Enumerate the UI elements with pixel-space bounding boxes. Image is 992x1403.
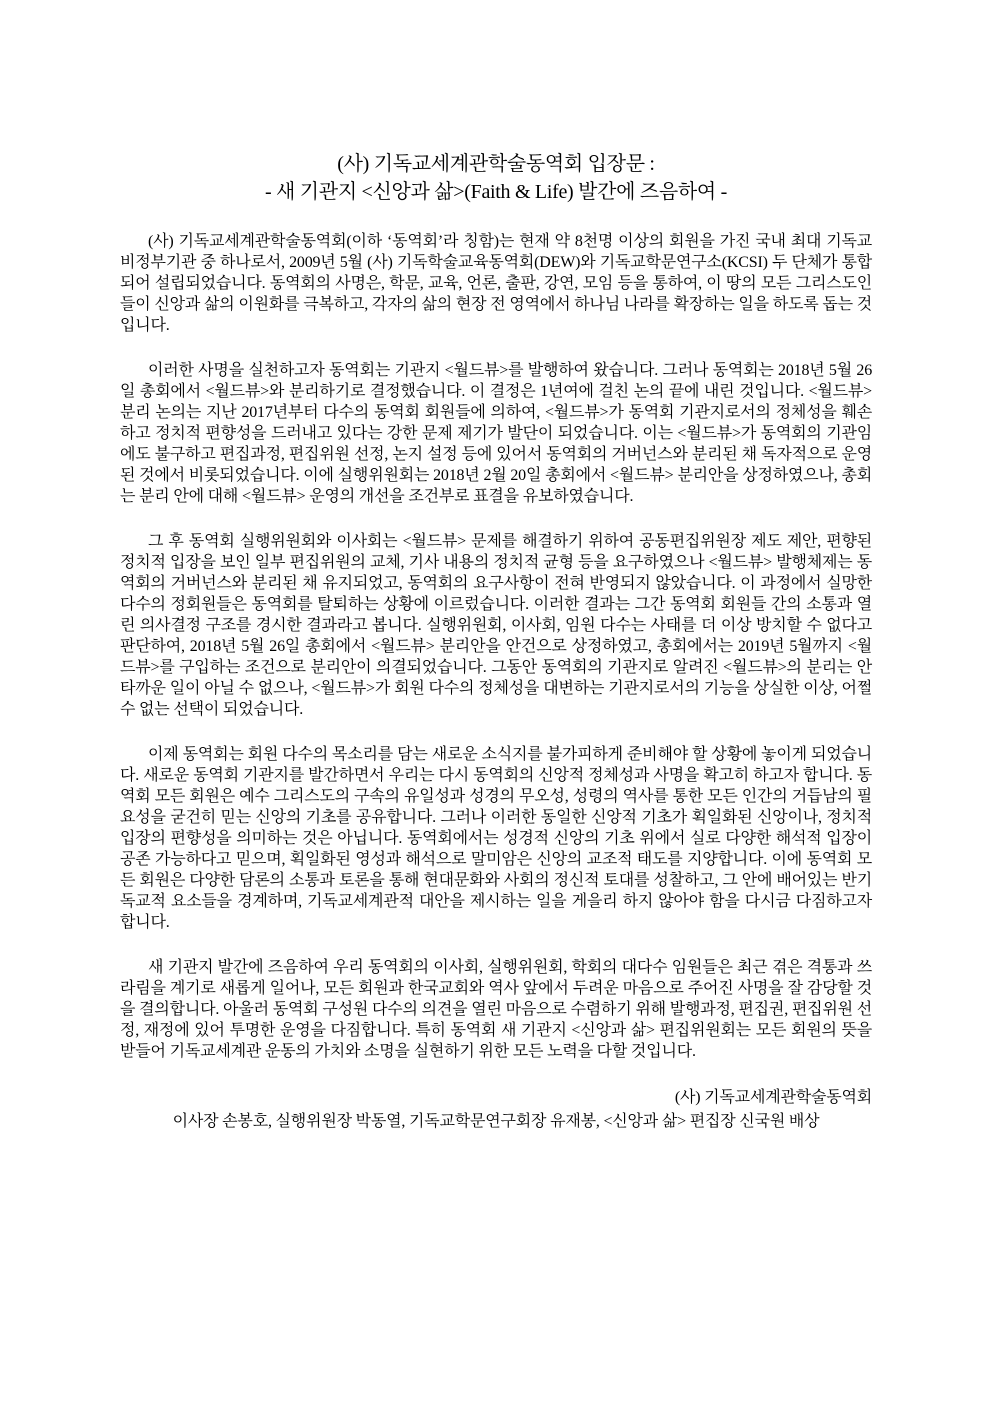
title-line-2: - 새 기관지 <신앙과 삶>(Faith & Life) 발간에 즈음하여 - xyxy=(265,181,727,203)
paragraph-worldview-separation: 이러한 사명을 실천하고자 동역회는 기관지 <월드뷰>를 발행하여 왔습니다. 그러나 동역회는 2018년 5월 26일 총회에서 <월드뷰>와 분리하기로 결정했습니다. 이 결정은 1년여에 걸친 논의 끝에 내린 것입니다. <월드뷰> 분리 논의는 지난 2017년부터 다수의 동역회 회원들에 의하여, <월드뷰>가 동역회 기관지로서의 정체성을 훼손하고 정치적 편향성을 드러내고 있다는 강한 문제 제기가 발단이 되었습니다. 이는 <월드뷰>가 동역회의 기관임에도 불구하고 편집과정, 편집위원 선정, 논지 설정 등에 있어서 동역회의 거버넌스와 분리된 채 독자적으로 운영된 것에서 비롯되었습니다. 이에 실행위원회는 2018년 2월 20일 총회에서 <월드뷰> 분리안을 상정하였으나, 총회는 분리 안에 대해 <월드뷰> 운영의 개선을 조건부로 표결을 유보하였습니다. xyxy=(120,362,872,505)
signature-organization: (사) 기독교세계관학술동역회 xyxy=(674,1089,872,1106)
paragraph-intro: (사) 기독교세계관학술동역회(이하 ‘동역회’라 칭함)는 현재 약 8천명 이상의 회원을 가진 국내 최대 기독교 비정부기관 중 하나로서, 2009년 5월 (사) 기독학술교육동역회(DEW)와 기독교학문연구소(KCSI) 두 단체가 통합되어 설립되었습니다. 동역회의 사명은, 학문, 교육, 언론, 출판, 강연, 모임 등을 통하여, 이 땅의 모든 그리스도인들이 신앙과 삶의 이원화를 극복하고, 각자의 삶의 현장 전 영역에서 하나님 나라를 확장하는 일을 하도록 돕는 것입니다. xyxy=(120,233,872,334)
title-line-1: (사) 기독교세계관학술동역회 입장문 : xyxy=(337,153,655,175)
paragraph-resolution-process: 그 후 동역회 실행위원회와 이사회는 <월드뷰> 문제를 해결하기 위하여 공동편집위원장 제도 제안, 편향된 정치적 입장을 보인 일부 편집위원의 교체, 기사 내용의 정치적 균형 등을 요구하였으나 <월드뷰> 발행체제는 동역회의 거버넌스와 분리된 채 유지되었고, 동역회의 요구사항이 전혀 반영되지 않았습니다. 이 과정에서 실망한 다수의 정회원들은 동역회를 탈퇴하는 상황에 이르렀습니다. 이러한 결과는 그간 동역회 회원들 간의 소통과 열린 의사결정 구조를 경시한 결과라고 봅니다. 실행위원회, 이사회, 임원 다수는 사태를 더 이상 방치할 수 없다고 판단하여, 2018년 5월 26일 총회에서 <월드뷰> 분리안을 안건으로 상정하였고, 총회에서는 2019년 5월까지 <월드뷰>를 구입하는 조건으로 분리안이 의결되었습니다. 그동안 동역회의 기관지로 알려진 <월드뷰>의 분리는 안타까운 일이 아닐 수 없으나, <월드뷰>가 회원 다수의 정체성을 대변하는 기관지로서의 기능을 상실한 이상, 어쩔 수 없는 선택이 되었습니다. xyxy=(120,533,872,718)
signature-names: 이사장 손봉호, 실행위원장 박동열, 기독교학문연구회장 유재봉, <신앙과 삶> 편집장 신국원 배상 xyxy=(172,1113,820,1130)
paragraph-new-identity: 이제 동역회는 회원 다수의 목소리를 담는 새로운 소식지를 불가피하게 준비해야 할 상황에 놓이게 되었습니다. 새로운 동역회 기관지를 발간하면서 우리는 다시 동역회의 신앙적 정체성과 사명을 확고히 하고자 합니다. 동역회 모든 회원은 예수 그리스도의 구속의 유일성과 성경의 무오성, 성령의 역사를 통한 모든 인간의 거듭남의 필요성을 굳건히 믿는 신앙의 기초를 공유합니다. 그러나 이러한 동일한 신앙적 기초가 획일화된 신앙이나, 정치적 입장의 편향성을 의미하는 것은 아닙니다. 동역회에서는 성경적 신앙의 기초 위에서 실로 다양한 해석적 입장이 공존 가능하다고 믿으며, 획일화된 영성과 해석으로 말미암은 신앙의 교조적 태도를 지양합니다. 이에 동역회 모든 회원은 다양한 담론의 소통과 토론을 통해 현대문화와 사회의 정신적 토대를 성찰하고, 그 안에 배어있는 반기독교적 요소들을 경계하며, 기독교세계관적 대안을 제시하는 일을 게을리 하지 않아야 함을 다시금 다짐하고자 합니다. xyxy=(120,746,872,931)
signature-block xyxy=(120,1086,872,1134)
document-title xyxy=(120,150,872,206)
paragraph-commitment: 새 기관지 발간에 즈음하여 우리 동역회의 이사회, 실행위원회, 학회의 대다수 임원들은 최근 겪은 격통과 쓰라림을 계기로 새롭게 일어나, 모든 회원과 한국교회와 역사 앞에서 두려운 마음으로 주어진 사명을 잘 감당할 것을 결의합니다. 아울러 동역회 구성원 다수의 의견을 열린 마음으로 수렴하기 위해 발행과정, 편집권, 편집위원 선정, 재정에 있어 투명한 운영을 다짐합니다. 특히 동역회 새 기관지 <신앙과 삶> 편집위원회는 모든 회원의 뜻을 받들어 기독교세계관 운동의 가치와 소명을 실현하기 위한 모든 노력을 다할 것입니다. xyxy=(120,959,872,1060)
